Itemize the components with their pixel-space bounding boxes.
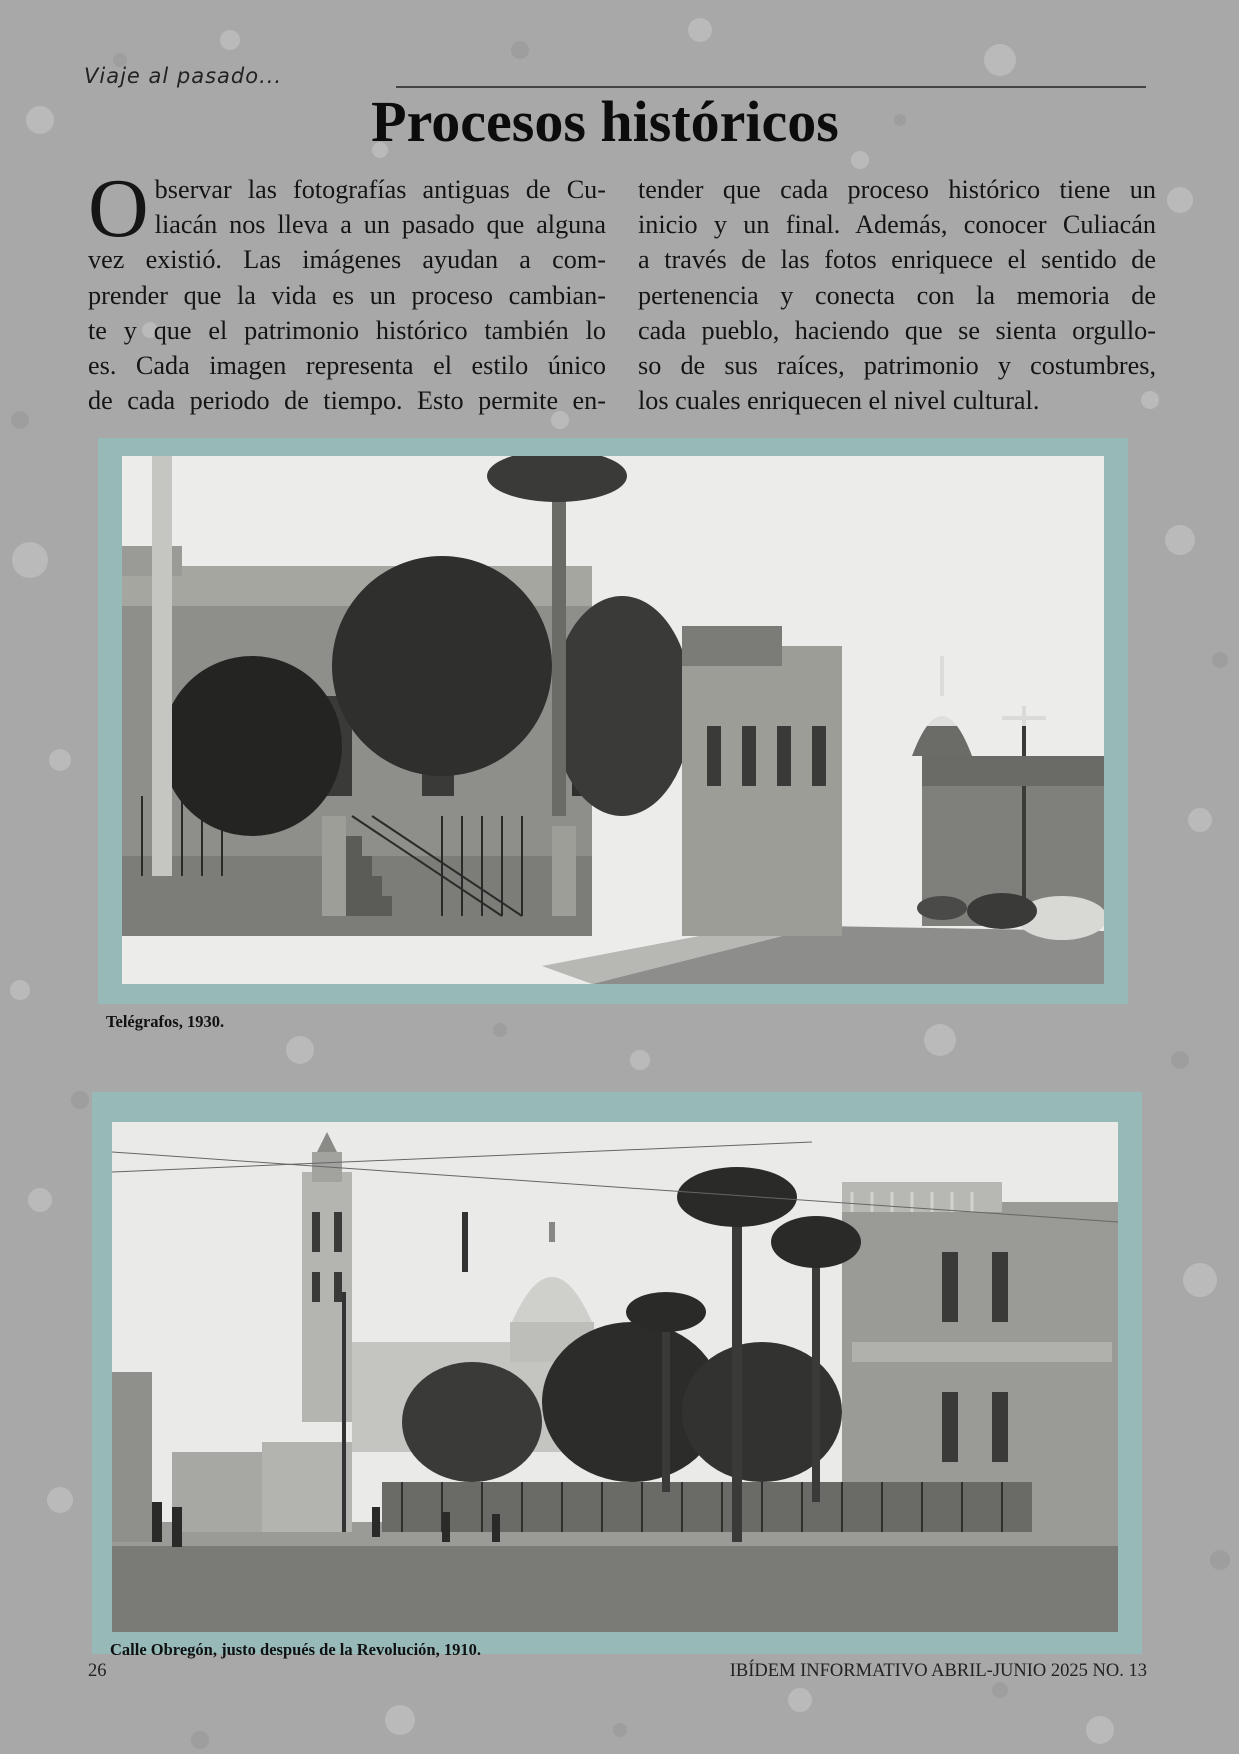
text-line: prender que la vida es un proceso cambian- [88,280,606,310]
text-line: de cada periodo de tiempo. Esto permite en- [88,386,606,416]
text-line: te y que el patrimonio histórico también lo [88,315,606,345]
telegrafos-illustration [122,456,1104,984]
page-title: Procesos históricos [371,89,839,154]
drop-cap: O [88,162,149,255]
text-line: tender que cada proceso histórico tiene un [638,175,1156,204]
text-line: bservar las fotografías antiguas de Cu- [154,175,606,204]
page-number: 26 [88,1661,107,1681]
photo-frame-calle-obregon [92,1092,1142,1654]
article-column-left [88,162,606,418]
text-line: es. Cada imagen representa el estilo único [88,350,606,380]
text-line: pertenencia y conecta con la memoria de [638,280,1156,310]
text-line: inicio y un final. Además, conocer Culiacán [638,210,1156,240]
photo-frame-telegrafos [98,438,1128,1004]
text-line: so de sus raíces, patrimonio y costumbres, [638,350,1156,380]
section-label: Viaje al pasado... [84,64,283,88]
photo-caption: Telégrafos, 1930. [106,1012,225,1031]
text-line: liacán nos lleva a un pasado que alguna [154,210,606,240]
text-line: los cuales enriquecen el nivel cultural. [638,386,1040,416]
text-line: cada pueblo, haciendo que se sienta orgullo- [638,315,1156,345]
publication-info: IBÍDEM INFORMATIVO ABRIL-JUNIO 2025 NO. 13 [729,1661,1147,1681]
photo-caption: Calle Obregón, justo después de la Revolución, 1910. [110,1640,481,1659]
article-column-right [638,172,1156,418]
text-line: vez existió. Las imágenes ayudan a com- [88,245,606,275]
calle-obregon-illustration [112,1122,1118,1632]
text-line: a través de las fotos enriquece el sentido de [638,245,1156,275]
photo-telegrafos [122,456,1104,984]
photo-calle-obregon [112,1122,1118,1632]
